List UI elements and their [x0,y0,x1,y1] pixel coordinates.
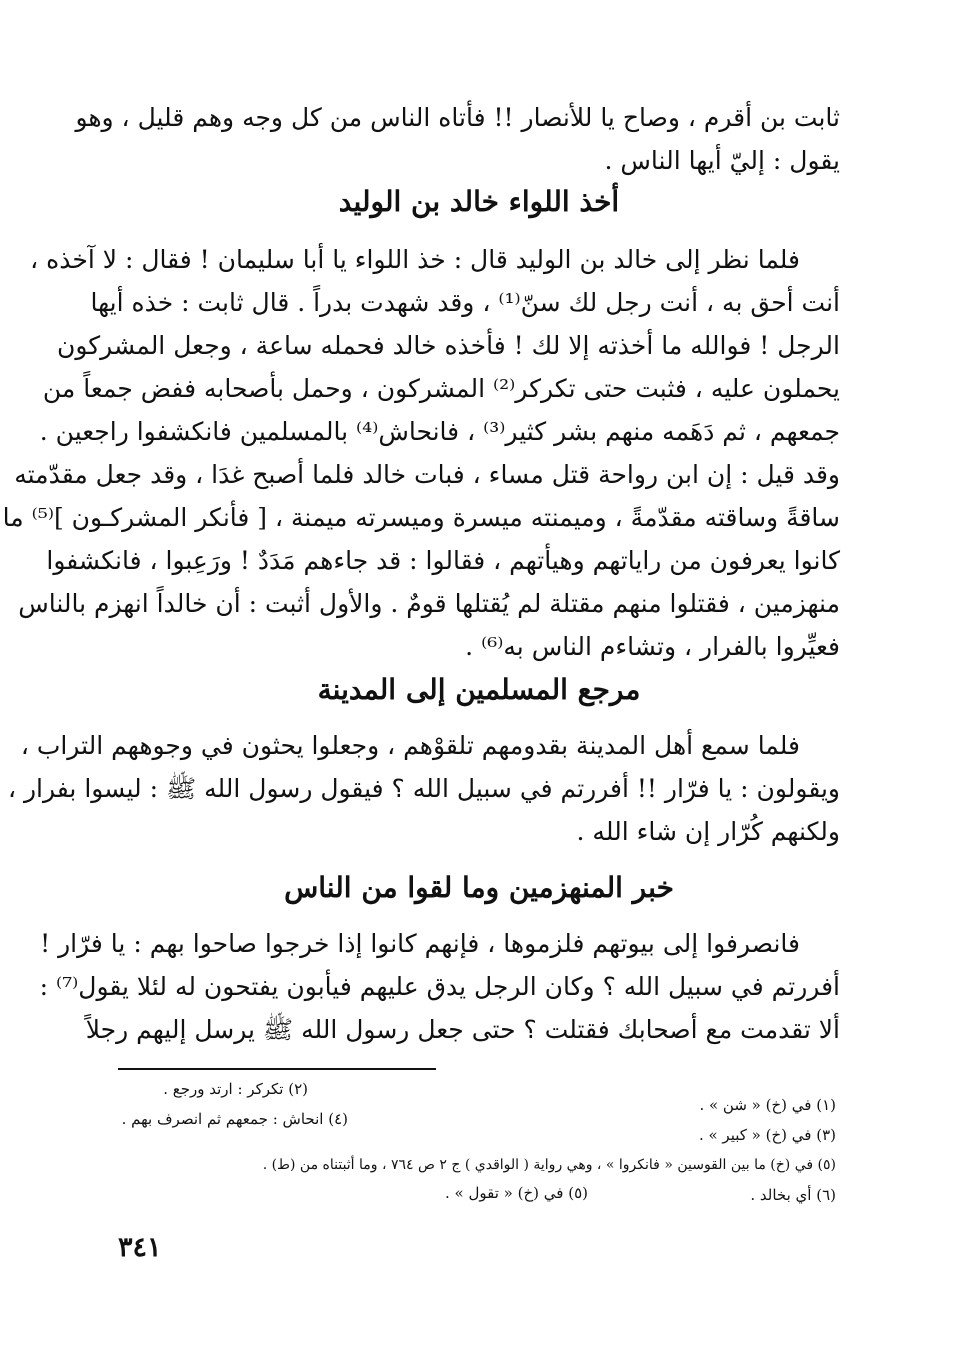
section-heading: مرجع المسلمين إلى المدينة [317,673,641,706]
text-line: ولكنهم كُرّار إن شاء الله . [576,817,840,846]
footnote-separator [118,1068,436,1070]
text-line: جمعهم ، ثم دَهَمه منهم بشر كثير⁽³⁾ ، فانحاش⁽⁴⁾ بالمسلمين فانكشفوا راجعين . [39,417,840,446]
footnote: (٤) انحاش : جمعهم ثم انصرف بهم . [121,1110,348,1128]
text-line: ثابت بن أقرم ، وصاح يا للأنصار !! فأتاه الناس من كل وجه وهم قليل ، وهو [75,103,840,132]
footnote: (٥) في (خ) ما بين القوسين « فانكروا » ، وهي رواية ( الواقدي ) ج ٢ ص ٧٦٤ ، وما أثبتناه من (ط) . [262,1157,836,1173]
text-line: ألا تقدمت مع أصحابك فقتلت ؟ حتى جعل رسول الله ﷺ يرسل إليهم رجلاً [85,1015,840,1044]
section-heading: أخذ اللواء خالد بن الوليد [338,185,620,218]
footnote: (٢) تكركر : ارتد ورجع . [163,1080,308,1098]
page-number: ٣٤١ [118,1232,162,1263]
text-line: الرجل ! فوالله ما أخذته إلا لك ! فأخذه خالد فحمله ساعة ، وجعل المشركون [56,331,840,360]
text-line: فلما سمع أهل المدينة بقدومهم تلقوْهم ، وجعلوا يحثون في وجوههم التراب ، [20,731,800,760]
text-line: فانصرفوا إلى بيوتهم فلزموها ، فإنهم كانوا إذا خرجوا صاحوا بهم : يا فرّار ! [40,929,800,958]
text-line: يقول : إليّ أيها الناس . [604,146,840,175]
text-line: ساقةً وساقته مقدّمةً ، وميمنته ميسرة وميسرته ميمنة ، [ فأنكر المشركـون ]⁽⁵⁾ ما [2,503,840,532]
text-line: وقد قيل : إن ابن رواحة قتل مساء ، فبات خالد فلما أصبح غدَا ، وقد جعل مقدّمته [14,460,840,489]
text-line: فعيِّروا بالفرار ، وتشاءم الناس به⁽⁶⁾ . [465,632,840,661]
text-line: ويقولون : يا فرّار !! أفررتم في سبيل الله ؟ فيقول رسول الله ﷺ : ليسوا بفرار ، [7,774,840,803]
section-heading: خبر المنهزمين وما لقوا من الناس [284,871,674,904]
section-paragraph [39,922,840,1051]
text-line: يحملون عليه ، فثبت حتى تكركر⁽²⁾ المشركون ، وحمل بأصحابه ففض جمعاً من [42,374,840,403]
footnote: (٣) في (خ) « كبير » . [698,1126,836,1144]
section-paragraph [2,238,840,668]
text-line: فلما نظر إلى خالد بن الوليد قال : خذ اللواء يا أبا سليمان ! فقال : لا آخذه ، [30,245,800,274]
footnote: (٦) أي بخالد . [750,1186,836,1204]
text-line: كانوا يعرفون من راياتهم وهيأتهم ، فقالوا : قد جاءهم مَدَدٌ ! ورَعِبوا ، فانكشفوا [46,546,840,575]
footnote: (٥) في (خ) « تقول » . [445,1184,588,1202]
footnote: (١) في (خ) « شن » . [699,1096,836,1114]
section-paragraph [7,724,840,853]
text-line: أنت أحق به ، أنت رجل لك سنّ⁽¹⁾ ، وقد شهدت بدراً . قال ثابت : خذه أيها [90,288,840,317]
text-line: منهزمين ، فقتلوا منهم مقتلة لم يُقتلها قومٌ . والأول أثبت : أن خالداً انهزم بالناس [18,589,840,618]
intro-paragraph [75,96,840,182]
text-line: أفررتم في سبيل الله ؟ وكان الرجل يدق عليهم فيأبون يفتحون له لئلا يقول⁽⁷⁾ : [39,972,840,1001]
